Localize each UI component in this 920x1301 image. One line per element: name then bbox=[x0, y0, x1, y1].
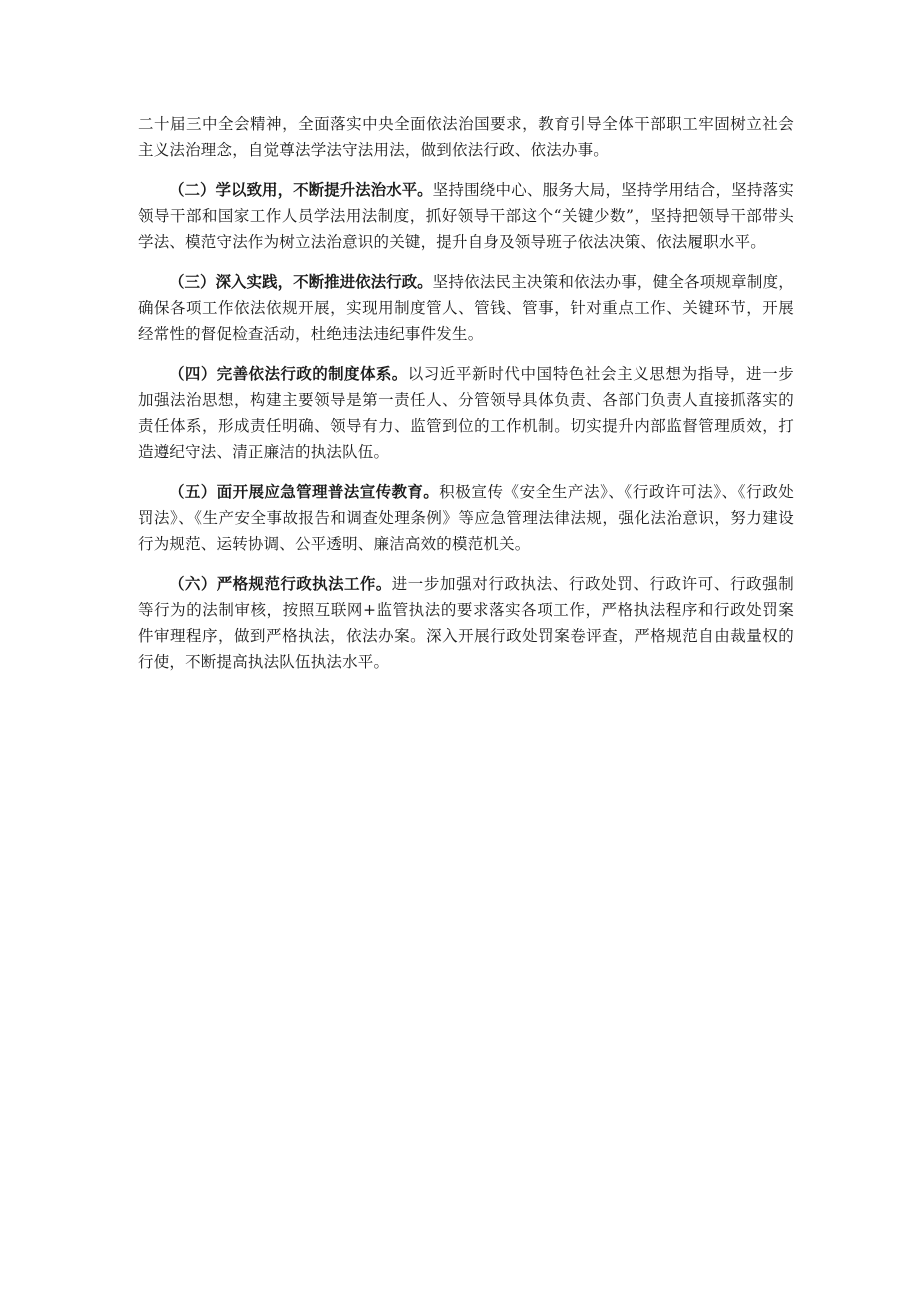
paragraph-4-heading: （四）完善依法行政的制度体系。 bbox=[169, 365, 408, 383]
paragraph-3 bbox=[138, 269, 794, 347]
paragraph-4 bbox=[138, 361, 794, 465]
paragraph-3-body: 坚持依法民主决策和依法办事，健全各项规章制度，确保各项工作依法依规开展，实现用制度管人、管钱、管事，针对重点工作、关键环节，开展经常性的督促检查活动，杜绝违法违纪事件发生。 bbox=[138, 273, 794, 343]
document-body bbox=[138, 111, 794, 689]
paragraph-5 bbox=[138, 479, 794, 557]
paragraph-5-heading: （五）面开展应急管理普法宣传教育。 bbox=[169, 483, 440, 501]
paragraph-2 bbox=[138, 177, 794, 255]
paragraph-2-heading: （二）学以致用，不断提升法治水平。 bbox=[169, 181, 433, 199]
paragraph-6 bbox=[138, 571, 794, 675]
paragraph-1 bbox=[138, 111, 794, 163]
paragraph-4-body: 以习近平新时代中国特色社会主义思想为指导，进一步加强法治思想，构建主要领导是第一责任人、分管领导具体负责、各部门负责人直接抓落实的责任体系，形成责任明确、领导有力、监管到位的工作机制。切实提升内部监督管理质效，打造遵纪守法、清正廉洁的执法队伍。 bbox=[138, 365, 794, 461]
paragraph-1-body: 二十届三中全会精神，全面落实中央全面依法治国要求，教育引导全体干部职工牢固树立社会主义法治理念，自觉尊法学法守法用法，做到依法行政、依法办事。 bbox=[138, 115, 794, 159]
paragraph-5-body: 积极宣传《安全生产法》、《行政许可法》、《行政处罚法》、《生产安全事故报告和调查处理条例》等应急管理法律法规，强化法治意识，努力建设行为规范、运转协调、公平透明、廉洁高效的模范机关。 bbox=[138, 483, 794, 553]
paragraph-2-body: 坚持围绕中心、服务大局，坚持学用结合，坚持落实领导干部和国家工作人员学法用法制度，抓好领导干部这个“关键少数”，坚持把领导干部带头学法、模范守法作为树立法治意识的关键，提升自身及领导班子依法决策、依法履职水平。 bbox=[138, 181, 794, 251]
paragraph-3-heading: （三）深入实践，不断推进依法行政。 bbox=[169, 273, 433, 291]
paragraph-6-heading: （六）严格规范行政执法工作。 bbox=[169, 575, 392, 593]
paragraph-6-body: 进一步加强对行政执法、行政处罚、行政许可、行政强制等行为的法制审核，按照互联网+监管执法的要求落实各项工作，严格执法程序和行政处罚案件审理程序，做到严格执法，依法办案。深入开展行政处罚案卷评查，严格规范自由裁量权的行使，不断提高执法队伍执法水平。 bbox=[138, 575, 794, 671]
